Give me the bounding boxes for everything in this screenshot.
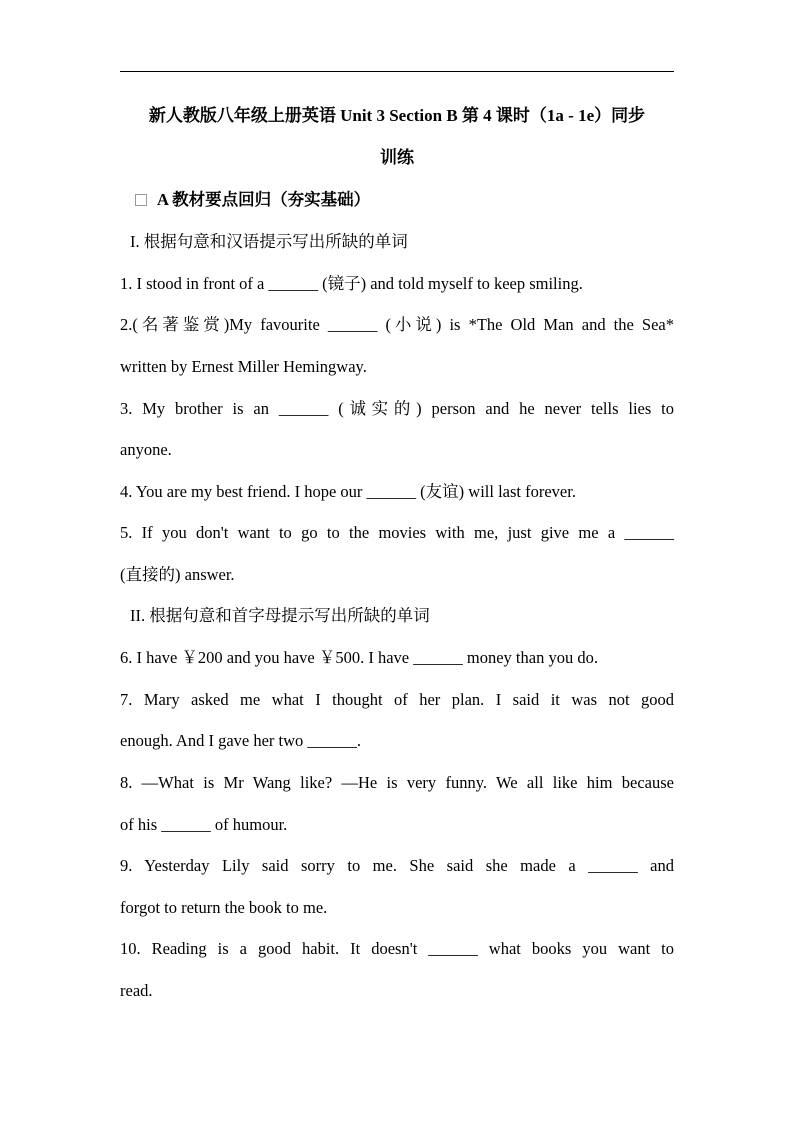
part-2-heading: II. 根据句意和首字母提示写出所缺的单词 [130, 606, 430, 625]
checkbox-icon [135, 194, 147, 206]
question-9-line-1: 9. Yesterday Lily said sorry to me. She said she made a ______ and [120, 856, 674, 875]
question-1: 1. I stood in front of a ______ (镜子) and told myself to keep smiling. [120, 274, 583, 293]
question-2-line-1: 2.(名著鉴赏)My favourite ______ (小说) is *The Old Man and the Sea* [120, 315, 674, 334]
question-5-line-2: (直接的) answer. [120, 565, 235, 584]
question-8-line-1: 8. —What is Mr Wang like? —He is very funny. We all like him because [120, 773, 674, 792]
question-6: 6. I have ￥200 and you have ￥500. I have ______ money than you do. [120, 648, 598, 667]
question-3-line-1: 3. My brother is an ______ (诚实的) person and he never tells lies to [120, 399, 674, 418]
question-2-line-2: written by Ernest Miller Hemingway. [120, 357, 367, 376]
page-title: 新人教版八年级上册英语 Unit 3 Section B 第 4 课时（1a - 1e）同步 [148, 106, 646, 125]
question-7-line-2: enough. And I gave her two ______. [120, 731, 362, 750]
question-9-line-2: forgot to return the book to me. [120, 898, 328, 917]
page-title-continued: 训练 [380, 148, 414, 167]
section-a-label: A 教材要点回归（夯实基础） [157, 190, 371, 209]
part-1-heading: I. 根据句意和汉语提示写出所缺的单词 [130, 232, 408, 251]
question-8-line-2: of his ______ of humour. [120, 815, 288, 834]
section-a-heading [120, 189, 674, 211]
question-10-line-2: read. [120, 981, 153, 1000]
question-3-line-2: anyone. [120, 440, 172, 459]
header-rule [120, 71, 674, 72]
question-7-line-1: 7. Mary asked me what I thought of her plan. I said it was not good [120, 690, 674, 709]
question-10-line-1: 10. Reading is a good habit. It doesn't ______ what books you want to [120, 939, 674, 958]
question-4: 4. You are my best friend. I hope our ______ (友谊) will last forever. [120, 482, 576, 501]
question-5-line-1: 5. If you don't want to go to the movies with me, just give me a ______ [120, 523, 674, 542]
